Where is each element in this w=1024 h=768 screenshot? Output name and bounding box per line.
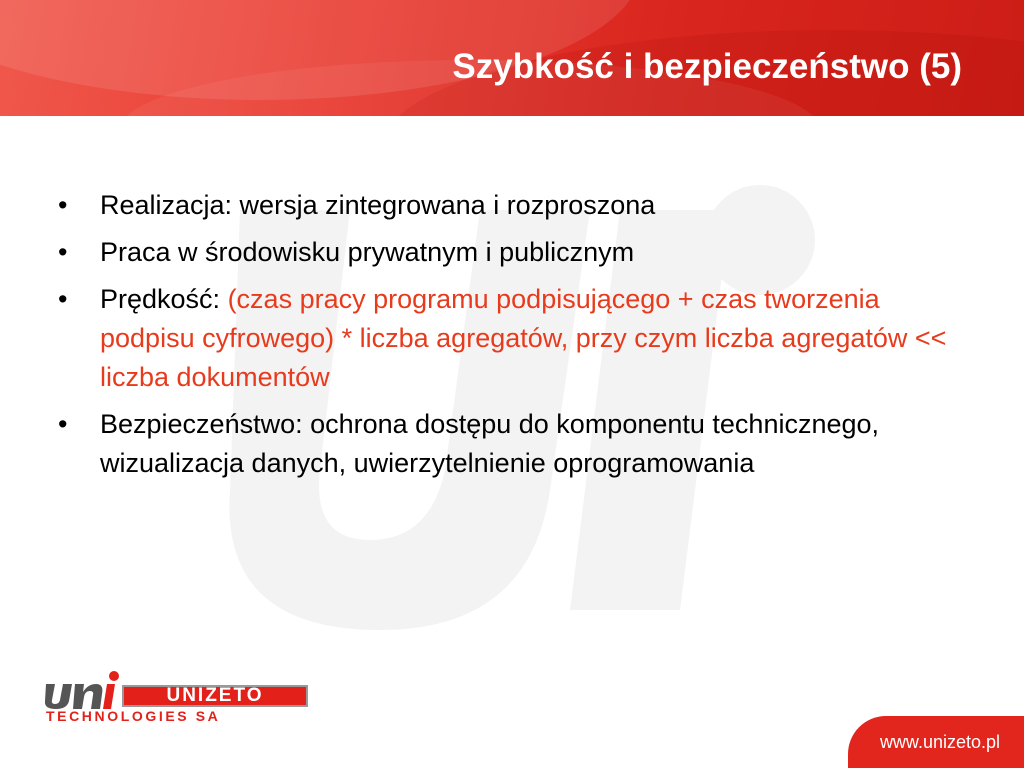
bullet-item xyxy=(58,186,958,225)
bullet-prefix: Prędkość: xyxy=(100,284,228,314)
bullet-marker: • xyxy=(58,409,68,439)
bullet-item xyxy=(58,280,958,397)
bullet-marker: • xyxy=(58,284,68,314)
company-logo xyxy=(42,668,272,728)
bullet-text: Praca w środowisku prywatnym i publicznym xyxy=(100,237,635,267)
bullet-marker: • xyxy=(58,190,68,220)
slide-title: Szybkość i bezpieczeństwo (5) xyxy=(452,47,962,86)
bullet-highlight-formula: (czas pracy programu podpisującego + czas tworzenia podpisu cyfrowego) * liczba agregatów, przy czym liczba agregatów << liczba dokumentów xyxy=(100,284,947,392)
bullet-text: Realizacja: wersja zintegrowana i rozproszona xyxy=(100,190,656,220)
logo-subtitle: TECHNOLOGIES SA xyxy=(46,708,221,724)
bullet-text: Bezpieczeństwo: ochrona dostępu do komponentu technicznego, wizualizacja danych, uwierzytelnienie oprogramowania xyxy=(100,409,880,478)
footer-url[interactable]: www.unizeto.pl xyxy=(879,732,1000,752)
logo-wordmark: UNIZETO xyxy=(122,685,308,707)
bullet-marker: • xyxy=(58,237,68,267)
bullet-item xyxy=(58,405,958,483)
bullet-list xyxy=(58,186,958,491)
header-band xyxy=(0,0,1024,116)
bullet-item xyxy=(58,233,958,272)
logo-mark-icon xyxy=(42,670,124,710)
